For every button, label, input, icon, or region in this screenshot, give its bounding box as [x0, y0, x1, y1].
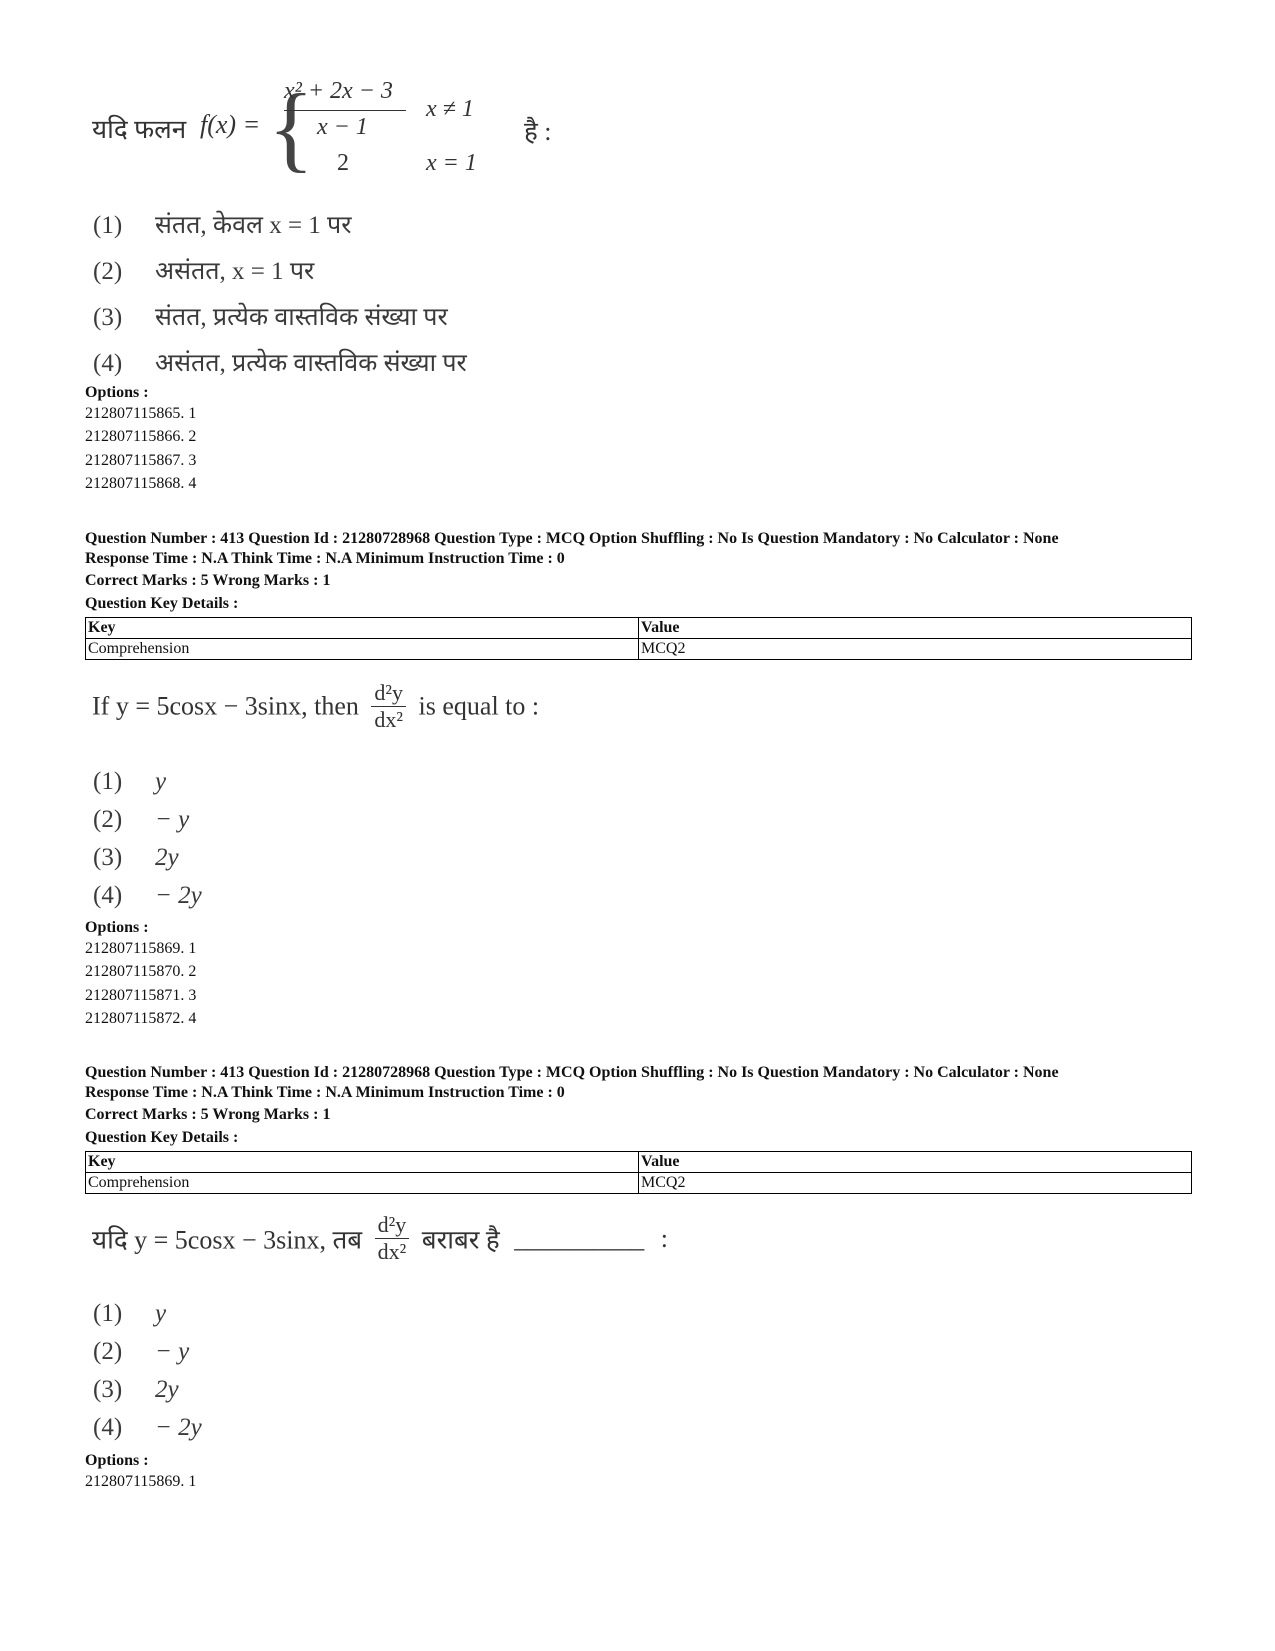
q2-choice: (1) y — [93, 768, 167, 795]
q2-meta-line2: Response Time : N.A Think Time : N.A Minimum Instruction Time : 0 — [85, 549, 565, 567]
option-line: 212807115871. 3 — [85, 986, 197, 1004]
q3-choice: (3) 2y — [93, 1376, 179, 1403]
q2-meta — [85, 529, 1059, 613]
q3-marks: Correct Marks : 5 Wrong Marks : 1 — [85, 1106, 331, 1123]
table-row — [86, 1152, 1192, 1173]
table-header-value: Value — [639, 618, 1192, 639]
q1-case2-condition: x = 1 — [426, 150, 477, 176]
table-cell-value: MCQ2 — [639, 639, 1192, 660]
q2-key-table — [85, 617, 1192, 660]
q2-options — [85, 919, 196, 1030]
table-cell-key: Comprehension — [86, 1173, 639, 1194]
option-line: 212807115867. 3 — [85, 451, 197, 469]
table-header-key: Key — [86, 618, 639, 639]
q2-key-table-wrap — [85, 617, 1192, 660]
q2-statement — [92, 680, 539, 733]
q3-choice: (1) y — [93, 1300, 167, 1327]
q2-derivative-num: d²y — [371, 680, 406, 707]
q3-meta — [85, 1063, 1059, 1147]
option-line: 212807115872. 4 — [85, 1009, 197, 1027]
q2-choice: (3) 2y — [93, 844, 179, 871]
q3-derivative — [375, 1212, 410, 1265]
q3-key-table-wrap — [85, 1151, 1192, 1194]
q1-choice: (2) असंतत, x = 1 पर — [93, 258, 315, 285]
q3-meta-line2: Response Time : N.A Think Time : N.A Minimum Instruction Time : 0 — [85, 1083, 565, 1101]
option-line: 212807115866. 2 — [85, 428, 197, 446]
q1-fraction-bar — [284, 110, 406, 111]
q1-brace: { — [268, 74, 315, 181]
q1-choice: (4) असंतत, प्रत्येक वास्तविक संख्या पर — [93, 350, 467, 377]
q3-choice: (2) − y — [93, 1338, 190, 1365]
q1-case1-condition: x ≠ 1 — [426, 96, 474, 122]
q3-options — [85, 1452, 196, 1493]
q1-prefix: यदि फलन — [92, 115, 187, 144]
q3-choice: (4) − 2y — [93, 1414, 202, 1441]
table-header-value: Value — [639, 1152, 1192, 1173]
q1-choice: (3) संतत, प्रत्येक वास्तविक संख्या पर — [93, 304, 448, 331]
q3-statement-pre: यदि y = 5cosx − 3sinx, तब — [92, 1225, 363, 1255]
q3-key-table — [85, 1151, 1192, 1194]
option-line: 212807115865. 1 — [85, 405, 197, 422]
q3-colon: : — [660, 1223, 668, 1253]
q1-case1-numerator: x² + 2x − 3 — [284, 78, 393, 104]
q2-choice: (2) − y — [93, 806, 190, 833]
q3-statement-post: बराबर है — [421, 1225, 500, 1255]
q1-statement — [92, 74, 612, 188]
q2-statement-pre: If y = 5cosx − 3sinx, then — [92, 691, 359, 721]
table-row — [86, 1173, 1192, 1194]
q2-statement-post: is equal to : — [418, 691, 540, 721]
table-row — [86, 639, 1192, 660]
option-line: 212807115869. 1 — [85, 1473, 197, 1490]
q1-function: f(x) = — [200, 110, 261, 139]
table-header-key: Key — [86, 1152, 639, 1173]
q3-derivative-den: dx² — [377, 1239, 407, 1264]
q3-statement — [92, 1212, 668, 1265]
options-label: Options : — [85, 1452, 149, 1469]
options-label: Options : — [85, 919, 149, 936]
q1-case1-denominator: x − 1 — [317, 114, 368, 140]
option-line: 212807115870. 2 — [85, 963, 197, 981]
q2-choice: (4) − 2y — [93, 882, 202, 909]
q2-meta-line1: Question Number : 413 Question Id : 21280728968 Question Type : MCQ Option Shuffling : No Is Question Mandatory : No Calculator : None — [85, 530, 1059, 547]
q3-derivative-num: d²y — [375, 1212, 410, 1239]
q2-derivative-den: dx² — [374, 707, 404, 732]
options-label: Options : — [85, 384, 149, 401]
q1-choice: (1) संतत, केवल x = 1 पर — [93, 212, 352, 239]
q1-options — [85, 384, 196, 495]
q3-meta-line1: Question Number : 413 Question Id : 21280728968 Question Type : MCQ Option Shuffling : No Is Question Mandatory : No Calculator : None — [85, 1064, 1059, 1081]
q2-marks: Correct Marks : 5 Wrong Marks : 1 — [85, 572, 331, 589]
q2-key-details: Question Key Details : — [85, 594, 239, 612]
table-cell-value: MCQ2 — [639, 1173, 1192, 1194]
q1-case2-value: 2 — [337, 150, 349, 176]
option-line: 212807115869. 1 — [85, 940, 197, 957]
option-line: 212807115868. 4 — [85, 474, 197, 492]
table-row — [86, 618, 1192, 639]
q2-derivative — [371, 680, 406, 733]
q3-blank: __________ — [514, 1223, 645, 1253]
q1-suffix: है : — [524, 117, 552, 146]
table-cell-key: Comprehension — [86, 639, 639, 660]
q3-key-details: Question Key Details : — [85, 1128, 239, 1146]
